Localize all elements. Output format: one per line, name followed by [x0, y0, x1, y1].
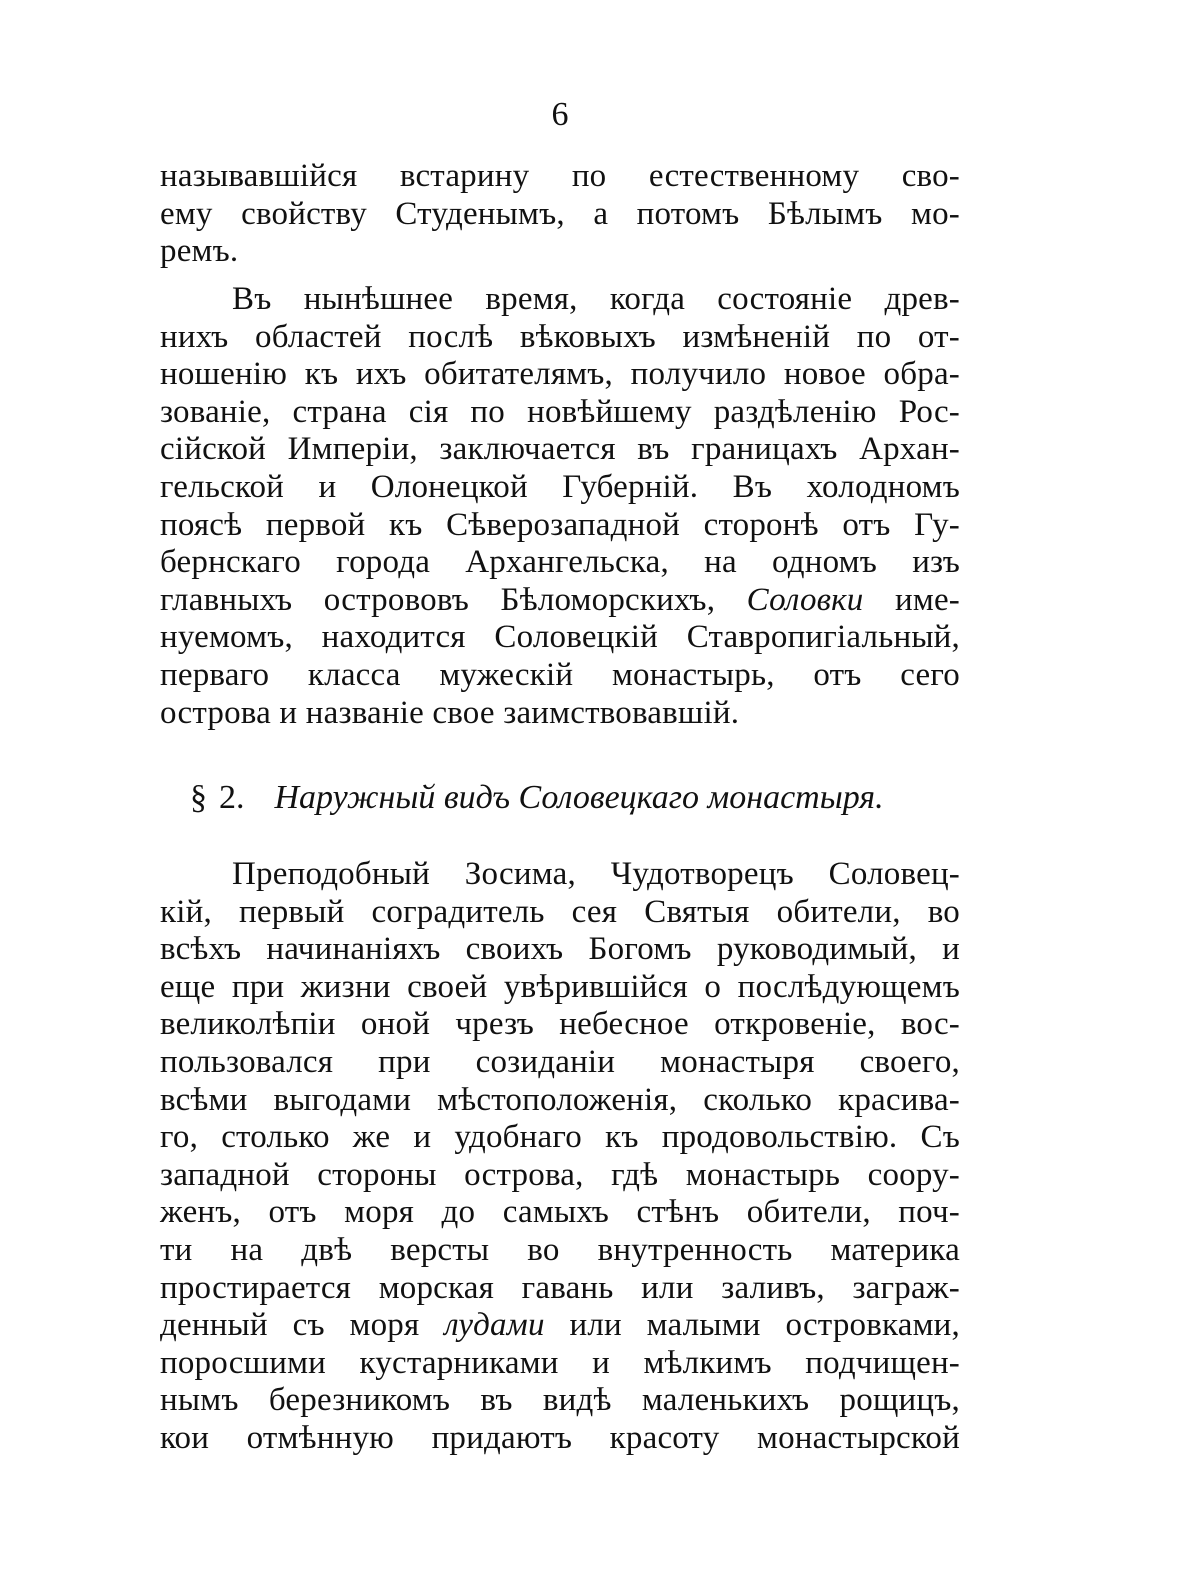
text-line: простирается морская гавань или заливъ, заграж-: [160, 1269, 960, 1306]
text-line: зованіе, страна сія по новѣйшему раздѣленію Рос-: [160, 393, 960, 430]
text-line: ношенію къ ихъ обитателямъ, получило новое обра-: [160, 356, 960, 393]
text-line: называвшійся встарину по естественному сво-: [160, 158, 960, 194]
text-line: Преподобный Зосима, Чудотворецъ Соловец-: [232, 856, 960, 892]
paragraph-present-state: [160, 281, 960, 732]
text-line: острова и названіе свое заимствовавшій.: [160, 694, 740, 731]
text-line: поясѣ первой къ Сѣверозападной сторонѣ отъ Гу-: [160, 506, 960, 543]
text-line: ремъ.: [160, 233, 239, 270]
text-line: женъ, отъ моря до самыхъ стѣнъ обители, поч-: [160, 1194, 960, 1231]
text-line: нуемомъ, находится Соловецкій Ставропигіальный,: [160, 619, 960, 656]
text-line: ти на двѣ версты во внутренность материка: [160, 1231, 960, 1268]
paragraph-continuation: [160, 158, 960, 271]
text-line: го, столько же и удобнаго къ продовольствію. Съ: [160, 1119, 960, 1156]
section-number: 2.: [219, 779, 245, 816]
text-line: великолѣпіи оной чрезъ небесное откровеніе, вос-: [160, 1006, 960, 1043]
text-line: бернскаго города Архангельска, на одномъ изъ: [160, 544, 960, 581]
text-line: сійской Имперіи, заключается въ границахъ Архан-: [160, 431, 960, 468]
text-line: кои отмѣнную придаютъ красоту монастырской: [160, 1419, 960, 1456]
text-line: денный съ моря лудами или малыми островками,: [160, 1307, 960, 1344]
text-line: всѣми выгодами мѣстоположенія, сколько красива-: [160, 1081, 960, 1118]
text-line: главныхъ острововъ Бѣломорскихъ, Соловки име-: [160, 581, 960, 618]
paragraph-monastery-view: [160, 856, 960, 1458]
text-line: западной стороны острова, гдѣ монастырь соору-: [160, 1156, 960, 1193]
italic-term: лудами: [444, 1307, 545, 1344]
text-line: гельской и Олонецкой Губерній. Въ холодномъ: [160, 468, 960, 505]
text-line: еще при жизни своей увѣрившійся о послѣдующемъ: [160, 968, 960, 1005]
section-title: Наружный видъ Соловецкаго монастыря.: [274, 779, 884, 816]
text-line: Въ нынѣшнее время, когда состояніе древ-: [232, 281, 960, 317]
section-heading: [190, 776, 950, 820]
text-line: всѣхъ начинаніяхъ своихъ Богомъ руководимый, и: [160, 931, 960, 968]
italic-term: Соловки: [746, 581, 864, 618]
text-line: кій, первый соградитель сея Святыя обители, во: [160, 893, 960, 930]
text-line: пользовался при созиданіи монастыря своего,: [160, 1043, 960, 1080]
text-line: нымъ березникомъ въ видѣ маленькихъ рощицъ,: [160, 1382, 960, 1419]
text-line: ему свойству Студенымъ, а потомъ Бѣлымъ мо-: [160, 195, 960, 232]
text-line: перваго класса мужескій монастырь, отъ сего: [160, 656, 960, 693]
section-sign: §: [190, 779, 207, 816]
text-line: поросшими кустарниками и мѣлкимъ подчищен-: [160, 1344, 960, 1381]
page-number: 6: [551, 96, 569, 133]
text-line: нихъ областей послѣ вѣковыхъ измѣненій по от-: [160, 318, 960, 355]
